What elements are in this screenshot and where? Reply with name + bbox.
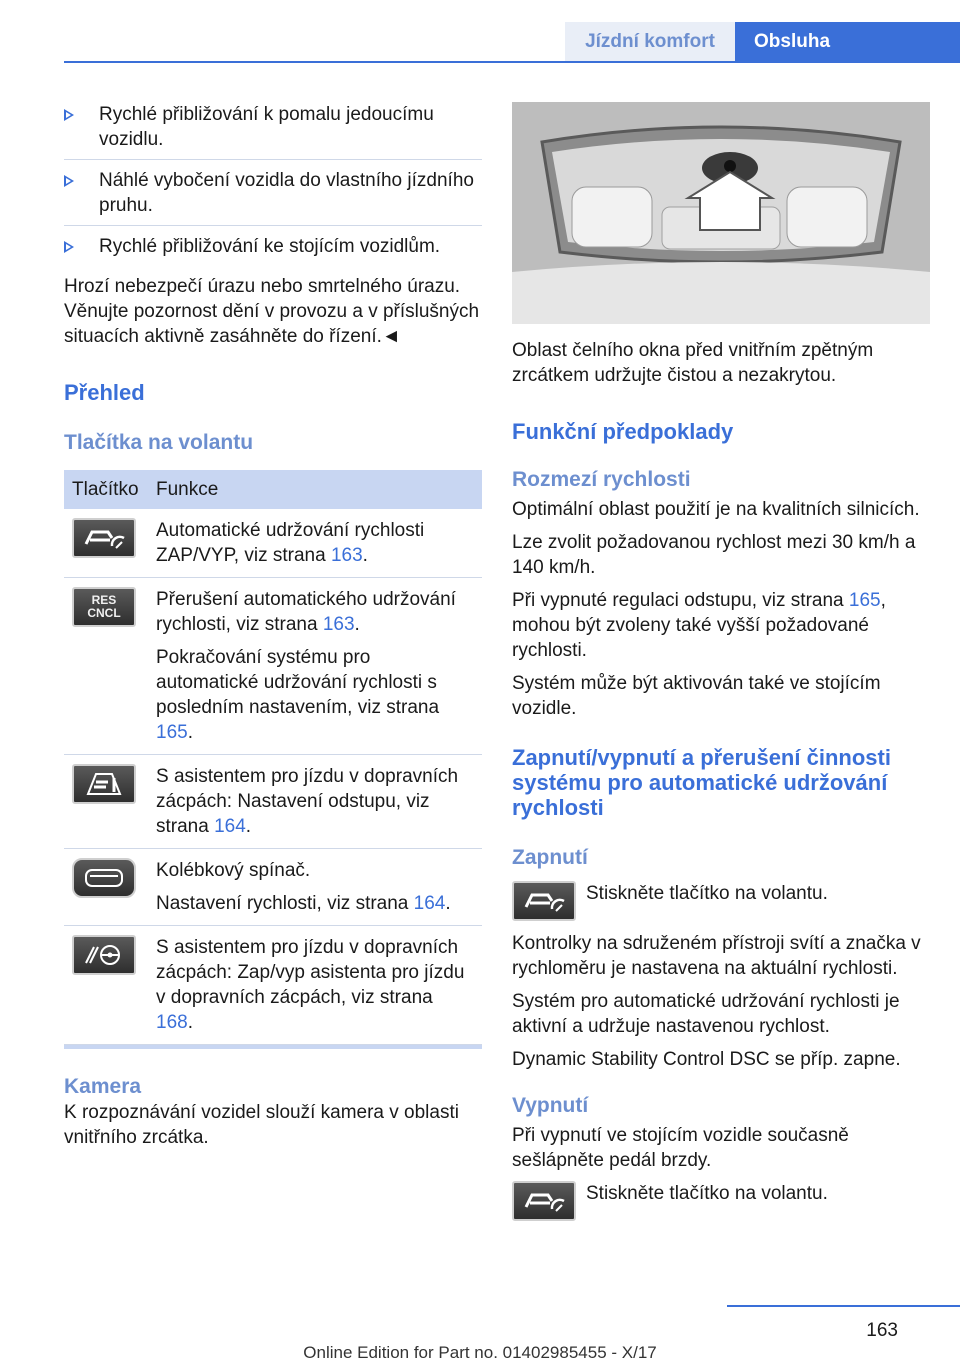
list-item: [64, 234, 482, 266]
page-link[interactable]: 163: [330, 545, 363, 566]
table-header-row: [64, 470, 482, 509]
bullet-triangle-icon: [64, 109, 74, 121]
off-text: Při vypnutí ve stojícím vozidle současně sešlápněte pedál brzdy.: [512, 1125, 849, 1171]
edition-footer: Online Edition for Part no. 01402985455 - X/17: [303, 1343, 657, 1362]
buttons-table: [64, 470, 482, 1045]
warning-text: Hrozí nebezpečí úrazu nebo smrtelného úrazu. Věnujte pozornost dění v provozu a v příslušných situacích aktivně zasáhněte do řízení.◄: [64, 276, 480, 347]
instruction-row: [512, 881, 930, 921]
on-text: Systém pro automatické udržování rychlosti je aktivní a udržuje nastavenou rychlost.: [512, 991, 900, 1037]
rocker-switch-icon: [72, 858, 136, 898]
windshield-photo: [512, 102, 930, 324]
windshield-illustration: [512, 102, 930, 324]
bullet-text: Náhlé vybočení vozidla do vlastního jízdního pruhu.: [99, 170, 474, 216]
speed-text: Optimální oblast použití je na kvalitních silnicích.: [512, 499, 920, 520]
instruction-row: [512, 1181, 930, 1221]
chapter-tab[interactable]: Obsluha: [735, 22, 960, 61]
page-link[interactable]: 165: [156, 722, 188, 743]
photo-caption: Oblast čelního okna před vnitřním zpětným zrcátkem udržujte čistou a nezakrytou.: [512, 340, 874, 386]
page-link[interactable]: 165: [848, 590, 881, 611]
heading-off: Vypnutí: [512, 1094, 589, 1117]
function-text: S asistentem pro jízdu v dopravních zácpách: Zap/vyp asistenta pro jízdu v dopravních zácpách, viz strana 168.: [156, 937, 465, 1033]
res-cncl-icon: [72, 587, 136, 627]
res-cncl-label: RES CNCL: [87, 593, 121, 620]
page-link[interactable]: 164: [413, 893, 446, 914]
function-text: Automatické udržování rychlosti ZAP/VYP, viz strana 163.: [156, 520, 425, 566]
table-row: [64, 755, 482, 849]
footer-rule: [727, 1305, 960, 1307]
on-text: Kontrolky na sdruženém přístroji svítí a značka v rychloměru je nastavena na aktuální rychlosti.: [512, 933, 921, 979]
heading-buttons: Tlačítka na volantu: [64, 431, 254, 454]
col-header-function: Funkce: [148, 470, 482, 509]
bullet-triangle-icon: [64, 241, 74, 253]
bullet-text: Rychlé přibližování k pomalu jedoucímu vozidlu.: [99, 104, 434, 150]
speed-text: Při vypnuté regulaci odstupu, viz strana 165, mohou být zvoleny také vyšší požadované rychlosti.: [512, 590, 886, 661]
page-header: [0, 0, 960, 62]
heading-on-off: Zapnutí/vypnutí a přerušení činnosti systému pro automatické udržování rychlosti: [512, 745, 891, 820]
section-tab[interactable]: Jízdní komfort: [565, 22, 735, 61]
page-link[interactable]: 168: [156, 1012, 188, 1033]
page-number: 163: [866, 1320, 898, 1341]
heading-prerequisites: Funkční předpoklady: [512, 419, 734, 444]
function-text: Nastavení rychlosti, viz strana 164.: [156, 893, 451, 914]
page-link[interactable]: 164: [214, 816, 246, 837]
list-item: [64, 168, 482, 226]
speed-text: Systém může být aktivován také ve stojícím vozidle.: [512, 673, 881, 719]
heading-camera: Kamera: [64, 1075, 142, 1098]
bullet-triangle-icon: [64, 175, 74, 187]
table-row: [64, 578, 482, 755]
cruise-control-icon: [512, 1181, 576, 1221]
page-link[interactable]: 163: [322, 614, 355, 635]
bullet-text: Rychlé přibližování ke stojícím vozidlům.: [99, 236, 441, 257]
speed-text: Lze zvolit požadovanou rychlost mezi 30 km/h a 140 km/h.: [512, 532, 916, 578]
heading-overview: Přehled: [64, 380, 145, 405]
function-text: S asistentem pro jízdu v dopravních zácpách: Nastavení odstupu, viz strana 164.: [156, 766, 459, 837]
table-row: [64, 926, 482, 1045]
distance-icon: [72, 764, 136, 804]
function-text: Přerušení automatického udržování rychlosti, viz strana 163.: [156, 589, 456, 635]
right-column: [512, 102, 930, 1231]
cruise-control-icon: [512, 881, 576, 921]
col-header-button: Tlačítko: [64, 470, 148, 509]
list-item: [64, 102, 482, 160]
left-column: [64, 102, 482, 1158]
on-text: Dynamic Stability Control DSC se příp. zapne.: [512, 1049, 901, 1070]
function-text: Pokračování systému pro automatické udržování rychlosti s posledním nastavením, viz strana 165.: [156, 647, 440, 743]
function-text: Kolébkový spínač.: [156, 860, 311, 881]
heading-on: Zapnutí: [512, 846, 588, 869]
steering-assist-icon: [72, 935, 136, 975]
table-row: [64, 509, 482, 578]
camera-text: K rozpoznávání vozidel slouží kamera v oblasti vnitřního zrcátka.: [64, 1102, 459, 1148]
header-rule: [64, 61, 960, 63]
instruction-text: Stiskněte tlačítko na volantu.: [586, 1183, 828, 1204]
instruction-text: Stiskněte tlačítko na volantu.: [586, 883, 828, 904]
table-row: [64, 849, 482, 926]
table-end-rule: [64, 1045, 482, 1049]
heading-speed-range: Rozmezí rychlosti: [512, 468, 691, 491]
cruise-control-icon: [72, 518, 136, 558]
